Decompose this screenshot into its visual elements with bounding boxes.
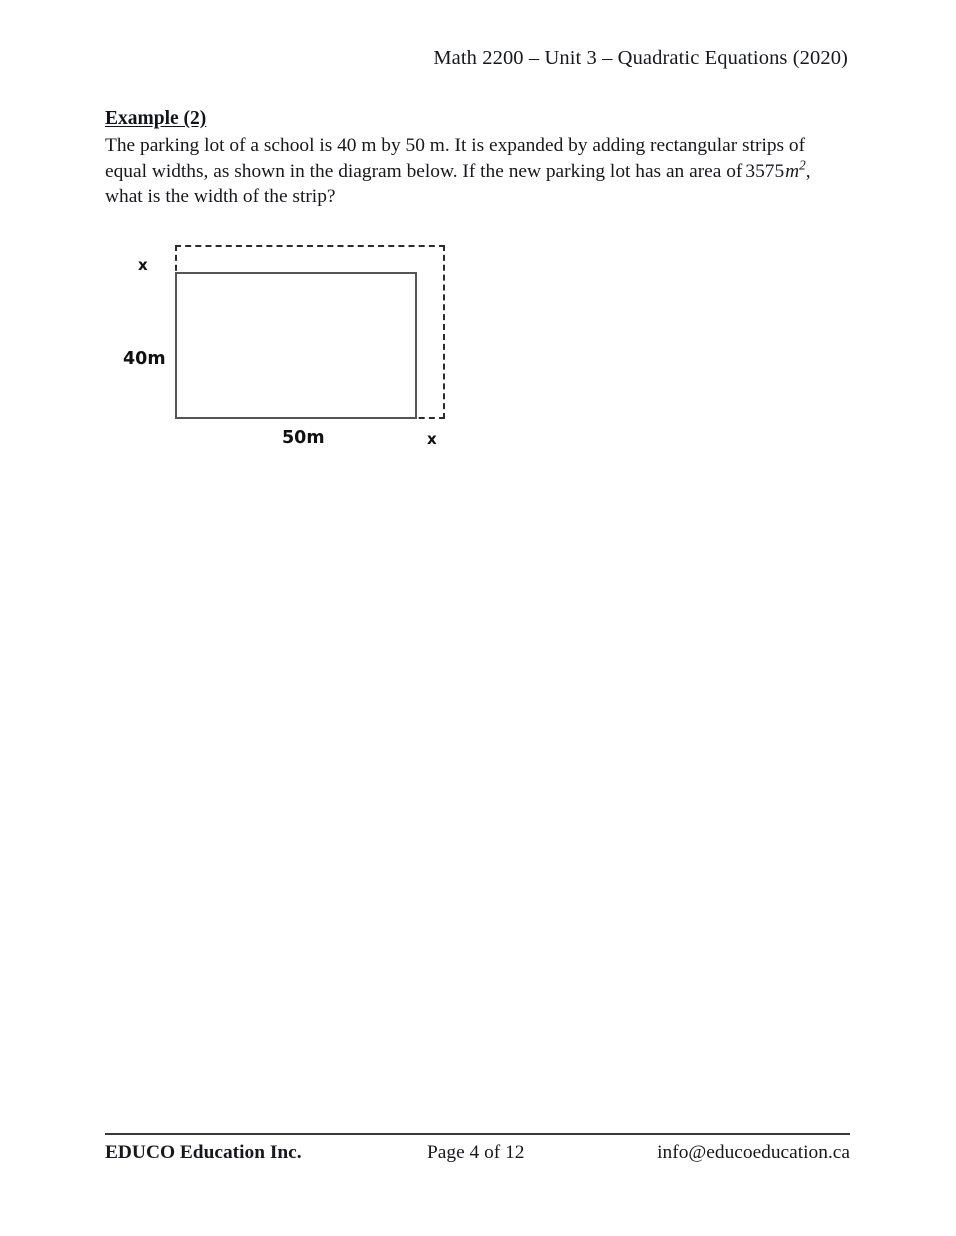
example-body-text (105, 133, 851, 210)
footer-company-name: EDUCO Education Inc. (105, 1142, 302, 1163)
document-footer (105, 1142, 850, 1168)
area-unit-exponent: 2 (799, 157, 806, 173)
diagram-label-height: 40m (123, 349, 166, 369)
footer-email: info@educoeducation.ca (657, 1142, 850, 1163)
parking-lot-diagram (105, 235, 505, 465)
area-unit-letter: m (785, 160, 800, 182)
area-value: 3575 (745, 160, 785, 182)
footer-divider (105, 1133, 850, 1135)
area-unit (784, 157, 806, 182)
problem-statement-part-2: , what is the width of the strip? (105, 160, 811, 208)
problem-statement-part-1: The parking lot of a school is 40 m by 50 m. It is expanded by adding rectangular strips of equal widths, as shown in the diagram below. If the new parking lot has an area of (105, 135, 806, 182)
example-heading: Example (2) (105, 108, 207, 129)
original-parking-lot-solid-rectangle (175, 272, 417, 419)
diagram-label-x-bottom: x (427, 430, 437, 448)
document-header-title: Math 2200 – Unit 3 – Quadratic Equations (2020) (433, 47, 848, 69)
diagram-label-x-top: x (138, 256, 148, 274)
diagram-label-width: 50m (282, 428, 325, 448)
footer-page-number: Page 4 of 12 (427, 1142, 525, 1163)
